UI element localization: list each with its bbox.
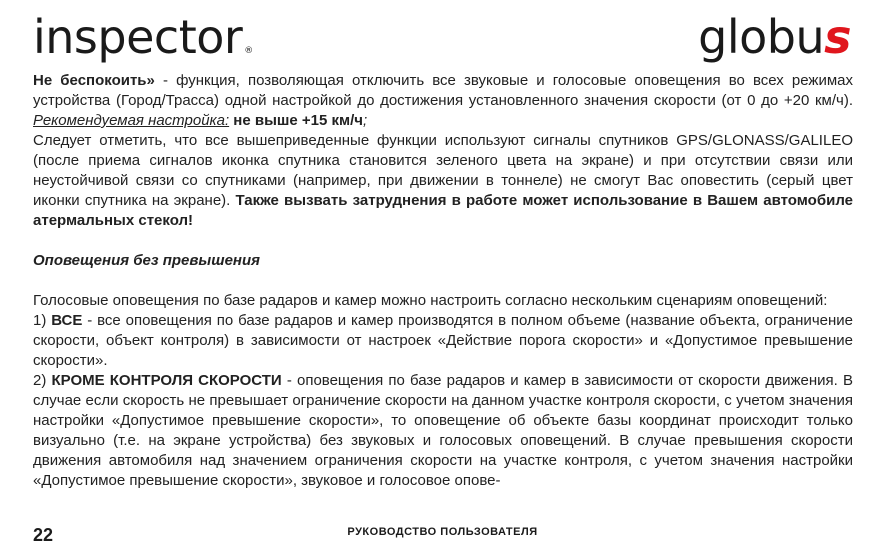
page-header [0,0,885,72]
text: Следует отметить, что все вышеприведенные функции используют сигналы спутников GPS/GLONASS/GALILEO (после приема сигналов иконка спутника становится зеленого цвета на экране) и при отсутствии связи или неустойчивой связи со спутниками (например, при движении в тоннеле) не смогут Вас оповестить (серый цвет иконки спутника на экране). [33,132,853,209]
term-do-not-disturb: Не беспокоить» [33,72,155,89]
paragraph-satellite-note [33,131,853,231]
inspector-logo-text: inspector [33,10,243,64]
text: - все оповещения по базе радаров и камер производятся в полном объеме (название объекта, ограничение скорости, объект контроля) в зависимости от настроек «Действие порога скорости» и «Допустимое превышение скорости». [33,312,853,369]
athermal-glass-warning: Также вызвать затруднения в работе может использование в Вашем автомобиле атермальных стекол! [33,192,853,229]
option-all-label: ВСЕ [51,312,83,329]
list-number: 1) [33,312,52,329]
recommended-setting-label: Рекомендуемая настройка: [33,112,230,129]
registered-mark: ® [244,46,253,56]
text: - функция, позволяющая отключить все звуковые и голосовые оповещения во всех режимах устройства (Город/Трасса) одной настройкой до достижения установленного значения скорости (от 0 до +20 км/ч). [33,72,853,109]
paragraph-intro: Голосовые оповещения по базе радаров и камер можно настроить согласно нескольким сценариям оповещений: [33,292,828,309]
text: - оповещения по базе радаров и камер в зависимости от скорости движения. В случае если скорость не превышает ограничение скорости на данном участке контроля скорости, с учетом значения настройки «Допустимое превышение скорости», то оповещение об объекте базы координат происходит только визуально (т.е. на экране устройства) без звуковых и голосовых оповещений. В случае превышения скорости движения автомобиля над значением ограничения скорости на участке контроля, с учетом значения настройки «Допустимое превышение скорости», звуковое и голосовое опове- [33,372,853,489]
paragraph-option-all [33,311,853,371]
globus-logo-accent: s [824,10,851,64]
globus-logo-text: globu [698,10,825,64]
option-except-speed-label: КРОМЕ КОНТРОЛЯ СКОРОСТИ [51,372,282,389]
globus-logo [698,10,851,64]
page-number: 22 [33,525,54,545]
page-content [33,71,853,491]
paragraph-option-except-speed [33,371,853,491]
inspector-logo [33,10,253,64]
recommended-setting-value: не выше +15 км/ч [229,112,364,129]
list-number: 2) [33,372,52,389]
section-heading: Оповещения без превышения [33,252,260,269]
paragraph-do-not-disturb [33,71,853,131]
footer-title: РУКОВОДСТВО ПОЛЬЗОВАТЕЛЯ [347,526,538,538]
text: ; [363,112,368,129]
